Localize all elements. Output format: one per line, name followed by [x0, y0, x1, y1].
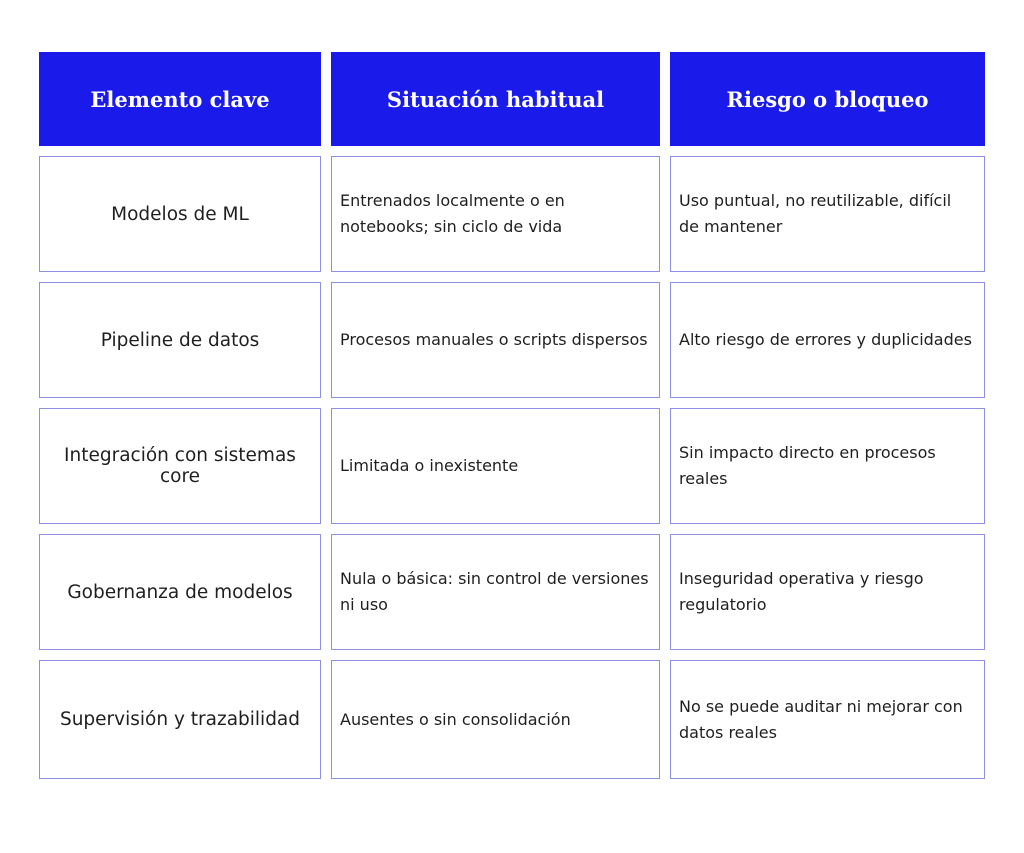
row-2-element: Pipeline de datos	[39, 282, 321, 398]
row-1-element: Modelos de ML	[39, 156, 321, 272]
row-5-situation: Ausentes o sin consolidación	[331, 660, 660, 779]
row-5-element: Supervisión y trazabilidad	[39, 660, 321, 779]
comparison-table	[39, 52, 985, 779]
row-2-risk: Alto riesgo de errores y duplicidades	[670, 282, 985, 398]
row-3-risk: Sin impacto directo en procesos reales	[670, 408, 985, 524]
row-2-situation: Procesos manuales o scripts dispersos	[331, 282, 660, 398]
row-4-situation: Nula o básica: sin control de versiones ni uso	[331, 534, 660, 650]
row-1-risk: Uso puntual, no reutilizable, difícil de mantener	[670, 156, 985, 272]
header-situacion-habitual: Situación habitual	[331, 52, 660, 146]
header-riesgo-bloqueo: Riesgo o bloqueo	[670, 52, 985, 146]
header-elemento-clave: Elemento clave	[39, 52, 321, 146]
row-3-situation: Limitada o inexistente	[331, 408, 660, 524]
row-4-element: Gobernanza de modelos	[39, 534, 321, 650]
row-5-risk: No se puede auditar ni mejorar con datos reales	[670, 660, 985, 779]
row-1-situation: Entrenados localmente o en notebooks; sin ciclo de vida	[331, 156, 660, 272]
row-3-element: Integración con sistemas core	[39, 408, 321, 524]
row-4-risk: Inseguridad operativa y riesgo regulatorio	[670, 534, 985, 650]
